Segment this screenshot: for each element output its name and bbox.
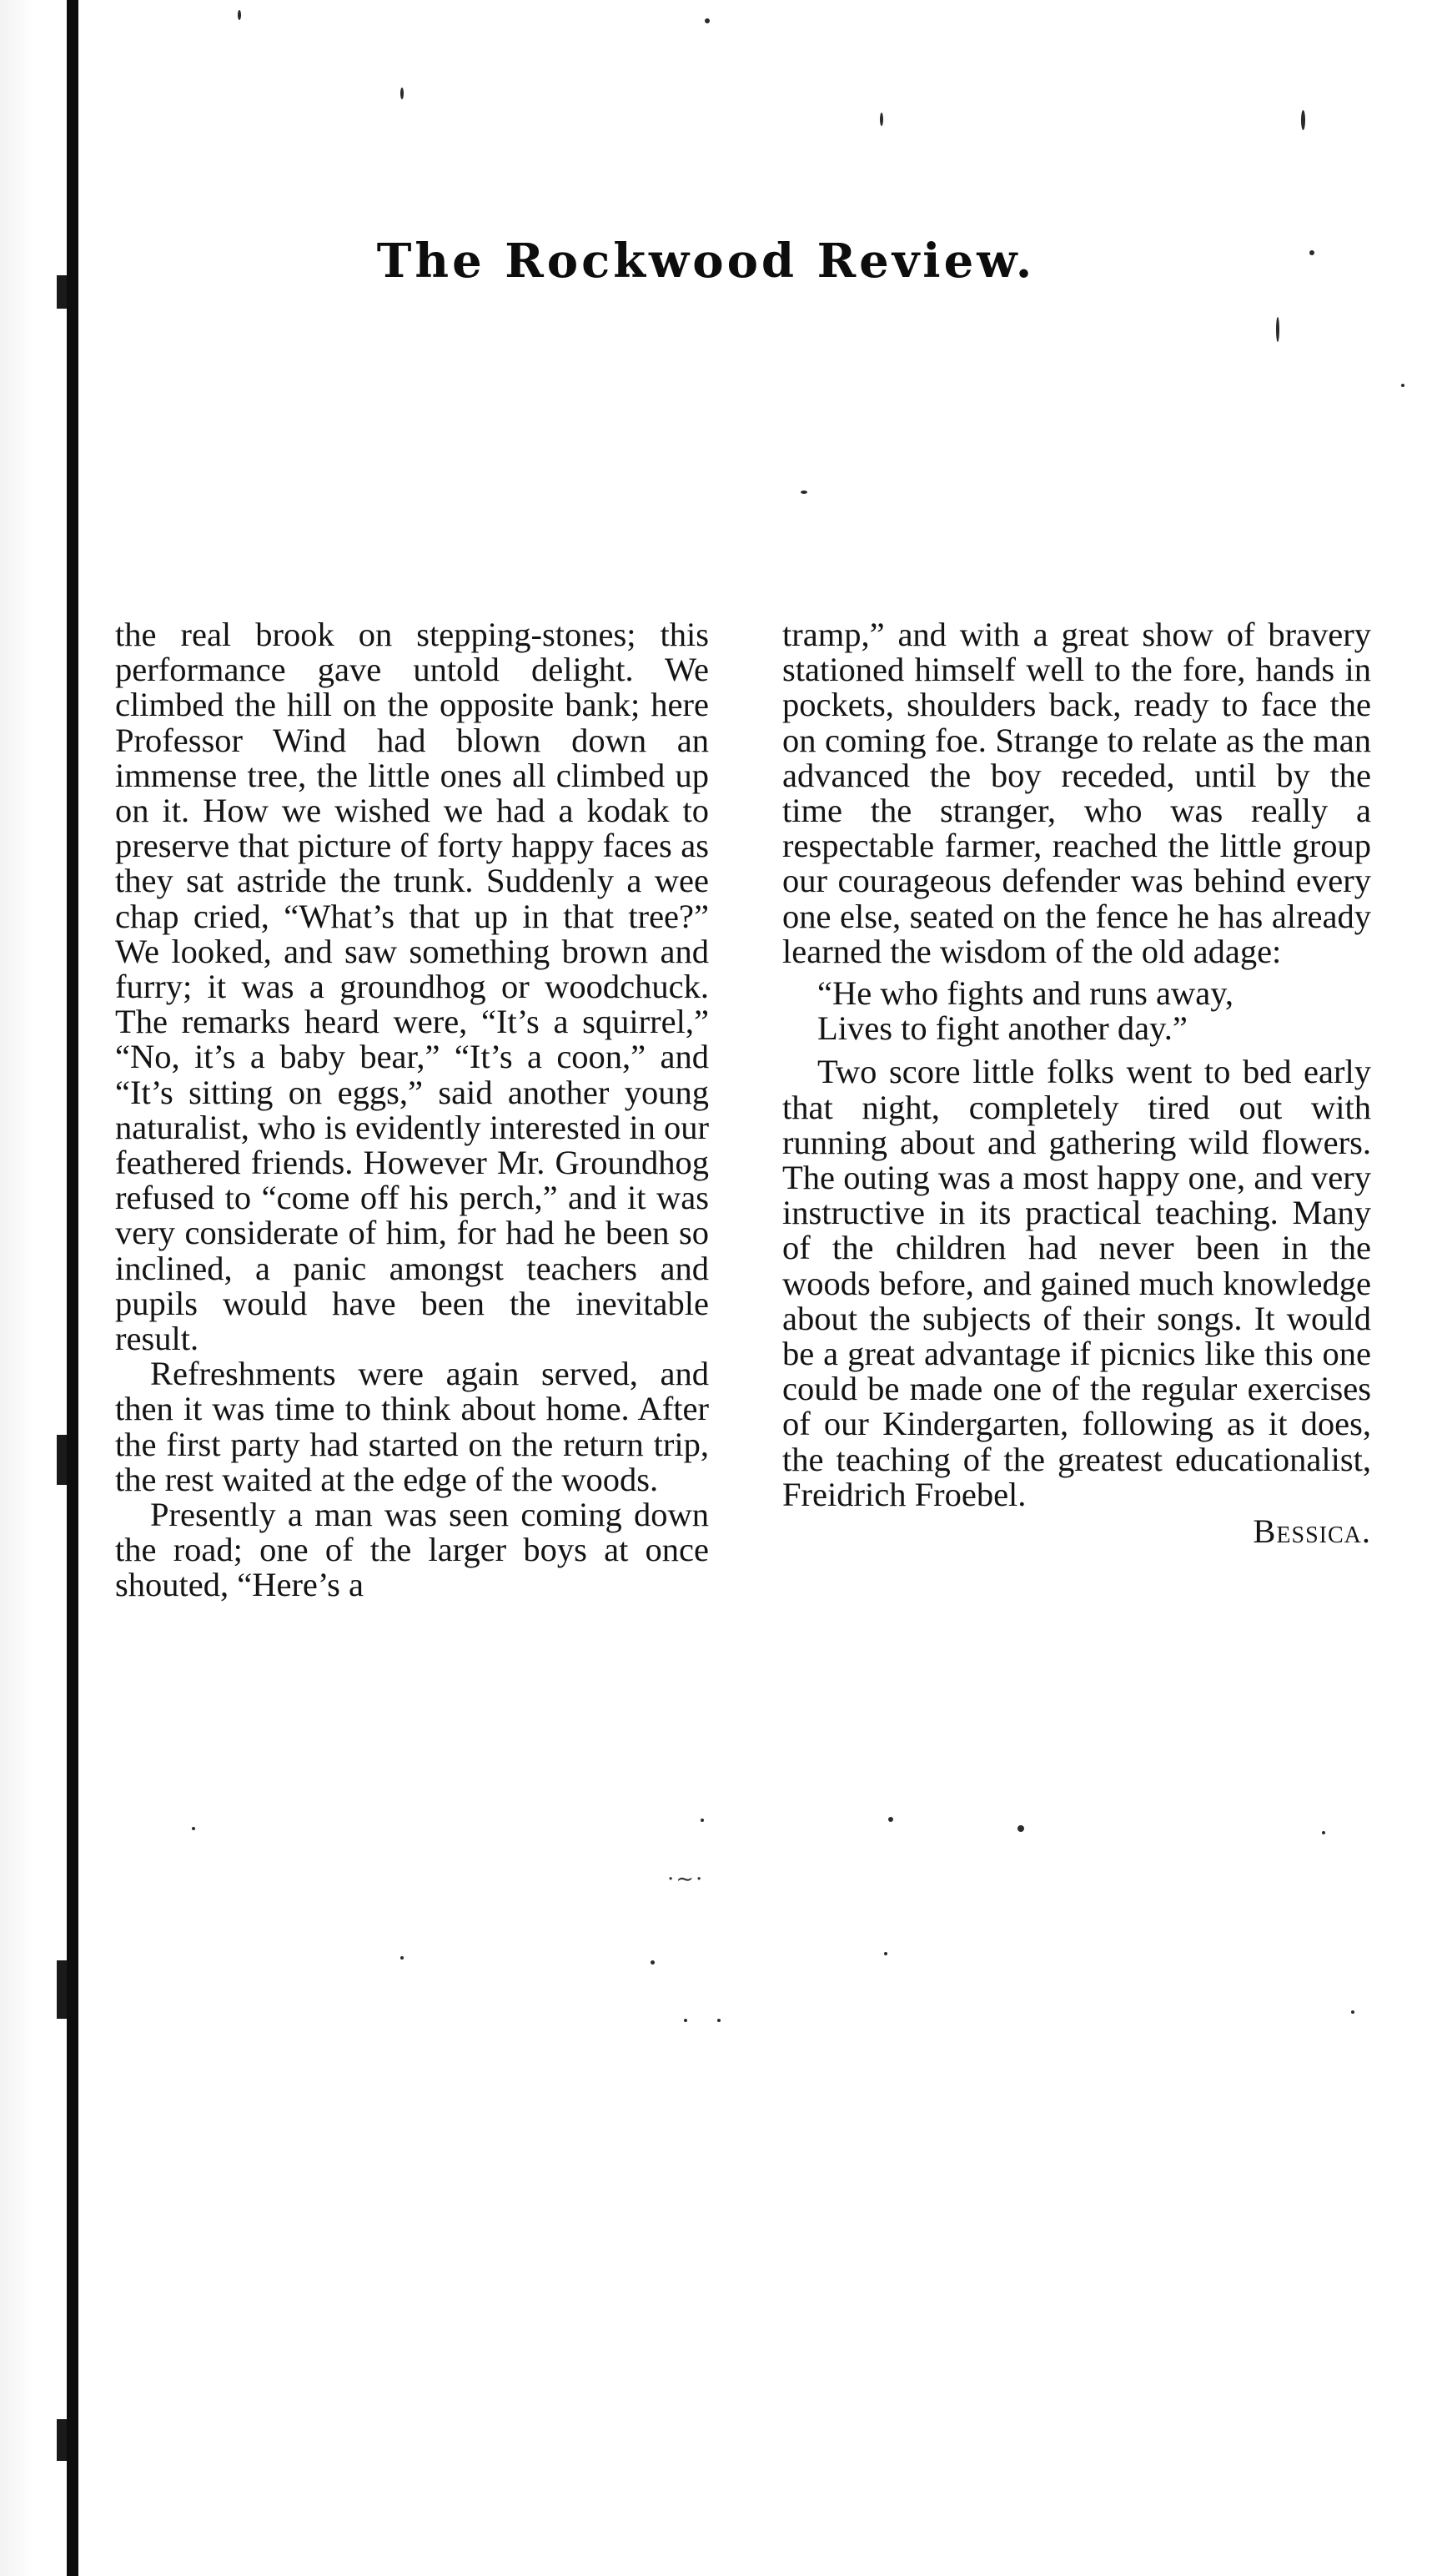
print-speck <box>1309 250 1314 255</box>
page-binding-rule <box>67 0 78 2576</box>
print-speck <box>884 1952 887 1955</box>
author-signature: Bessica. <box>1253 1512 1371 1551</box>
right-paragraph-2: Two score little folks went to bed early that night, completely tired out with running about and gathering wild flowers. The outing was a most happy one, and very instructive in its practical teaching. Many of the children had never been in the woods before, and gained much knowledge about the subjects of their songs. It would be a great advantage if picnics like this one could be made one of the regular exercises of our Kindergarten, following as it does, the teaching of the greatest educationalist, Freidrich Froebel. <box>782 1053 1371 1513</box>
binding-notch <box>57 2419 67 2461</box>
print-speck <box>1401 384 1404 387</box>
ornament-mark: ·∼· <box>667 1867 705 1892</box>
print-speck <box>238 10 241 20</box>
left-column <box>115 617 709 1603</box>
left-paragraph-3: Presently a man was seen coming down the road; one of the larger boys at once shouted, “Here’s a <box>115 1496 709 1604</box>
print-speck <box>1301 110 1305 130</box>
right-column <box>782 617 1371 1549</box>
verse-quotation <box>817 976 1371 1046</box>
print-speck <box>684 2019 687 2022</box>
print-speck <box>1017 1825 1024 1832</box>
page-binding-edge <box>0 0 58 2576</box>
print-speck <box>400 88 404 99</box>
left-paragraph-1: the real brook on stepping-stones; this performance gave untold delight. We climbed the hill on the opposite bank; here Professor Wind had blown down an immense tree, the little ones all climbed up on it. How we wished we had a kodak to preserve that picture of forty happy faces as they sat astride the trunk. Suddenly a wee chap cried, “What’s that up in that tree?” We looked, and saw something brown and furry; it was a groundhog or woodchuck. The remarks heard were, “It’s a squirrel,” “No, it’s a baby bear,” “It’s a coon,” and “It’s sitting on eggs,” said another young naturalist, who is evidently interested in our feathered friends. However Mr. Groundhog refused to “come off his perch,” and it was very considerate of him, for had he been so inclined, a panic amongst teachers and pupils would have been the inevitable result. <box>115 616 709 1358</box>
print-speck <box>1276 317 1279 342</box>
print-speck <box>888 1817 893 1822</box>
verse-line: Lives to fight another day.” <box>817 1009 1188 1048</box>
left-paragraph-2: Refreshments were again served, and then it was time to think about home. After the first party had started on the return trip, the rest waited at the edge of the woods. <box>115 1355 709 1498</box>
binding-notch <box>57 1435 67 1485</box>
print-speck <box>400 1956 404 1960</box>
print-speck <box>701 1819 704 1822</box>
print-speck <box>717 2019 721 2022</box>
print-speck <box>801 491 807 494</box>
print-speck <box>192 1827 195 1830</box>
masthead-title: The Rockwood Review. <box>376 234 1036 289</box>
print-speck <box>705 18 710 23</box>
print-speck <box>1351 2010 1354 2014</box>
page-header <box>0 234 1437 289</box>
verse-line: “He who fights and runs away, <box>817 974 1234 1013</box>
print-speck <box>1322 1831 1325 1834</box>
print-speck <box>651 1960 655 1965</box>
binding-notch <box>57 1960 67 2019</box>
print-speck <box>880 113 883 126</box>
right-paragraph-1: tramp,” and with a great show of bravery stationed himself well to the fore, hands in pockets, shoulders back, ready to face the on coming foe. Strange to relate as the man advanced the boy receded, until by the time the stranger, who was really a respectable farmer, reached the little group our courageous defender was behind every one else, seated on the fence he has already learned the wisdom of the old adage: <box>782 616 1371 970</box>
